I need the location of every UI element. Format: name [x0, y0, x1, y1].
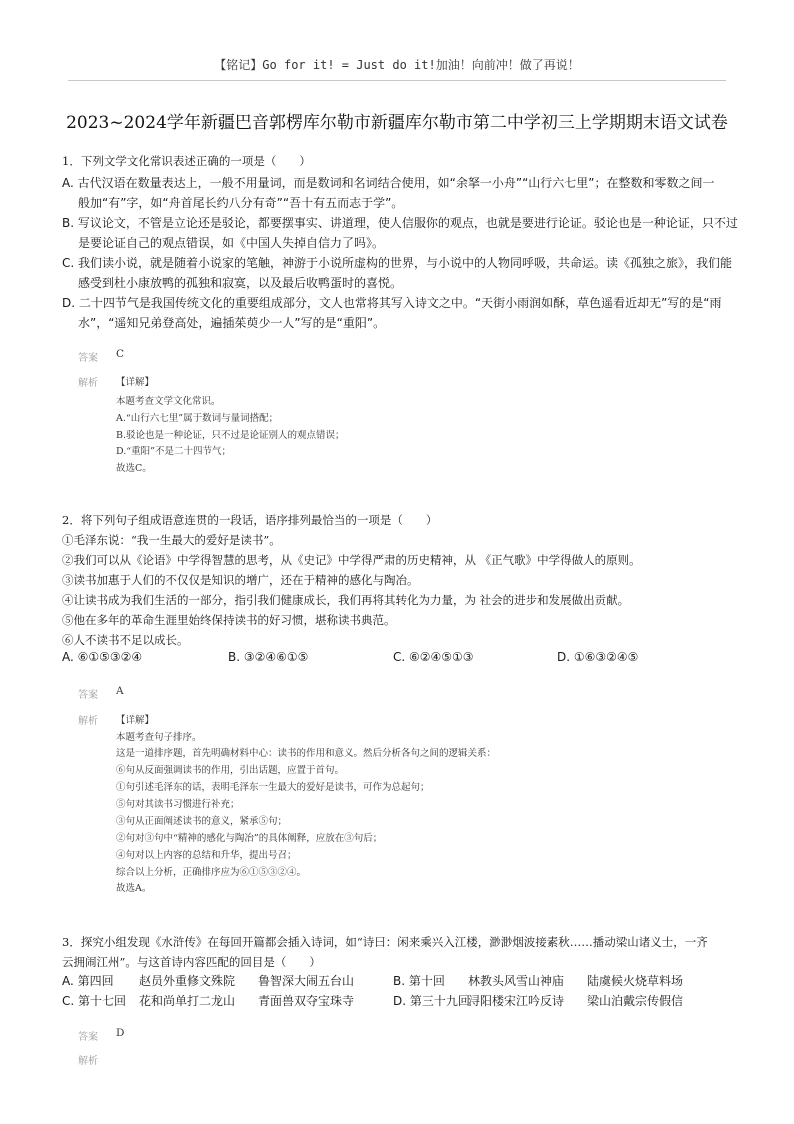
- q2-option-c: C. ⑥②④⑤①③: [393, 650, 474, 664]
- q2-answer: A: [116, 685, 124, 697]
- q1-option-d-line2: 水”，“遥知兄弟登高处，遍插茱萸少一人”写的是“重阳”。: [78, 316, 386, 330]
- q1-explain-line: 【详解】: [116, 377, 155, 388]
- q1-explain-line: A.“山行六七里”属于数词与量词搭配；: [116, 413, 279, 424]
- q3-option-b-label: B. 第十回: [393, 974, 445, 988]
- q2-stem: 2．将下列句子组成语意连贯的一段话，语序排列最恰当的一项是（ ）: [62, 513, 438, 527]
- q1-option-a-line1: A. 古代汉语在数量表达上，一般不用量词，而是数词和名词结合使用，如“余拏一小舟”“山行六七里”；在整数和零数之间一: [62, 176, 715, 190]
- q2-explain-line: ⑥句从反面强调读书的作用，引出话题，应置于首句。: [116, 765, 345, 776]
- q1-option-b-line2: 是要论证自己的观点错误，如《中国人失掉自信力了吗》。: [78, 236, 385, 250]
- q3-option-c-line2: 青面兽双夺宝珠寺: [258, 994, 355, 1008]
- q3-answer-label: 答案: [78, 1032, 98, 1043]
- q1-option-c-line2: 感受到杜小康放鸭的孤独和寂寞，以及最后收鸭蛋时的喜悦。: [78, 276, 403, 290]
- q3-option-d-label: D. 第三十九回: [393, 994, 470, 1008]
- q1-option-c: [62, 253, 742, 293]
- q3-answer: D: [116, 1027, 125, 1039]
- q2-explain-label: 解析: [78, 716, 98, 727]
- q3-option-a-line2: 鲁智深大闹五台山: [258, 974, 355, 988]
- q3-stem-line2: 云拥闹江州”。与这首诗内容匹配的回目是（ ）: [62, 955, 321, 969]
- q2-explain-line: 综合以上分析，正确排序应为⑥①⑤③②④。: [116, 867, 307, 878]
- q3-option-b-line1: 林教头风雪山神庙: [468, 974, 565, 988]
- q2-option-d: D. ①⑥③②④⑤: [557, 650, 639, 664]
- q2-sentence: ③读书加惠于人们的不仅仅是知识的增广，还在于精神的感化与陶冶。: [62, 573, 419, 587]
- header-divider: [68, 80, 726, 81]
- q1-explain-line: B.驳论也是一种论证，只不过是论证别人的观点错误；: [116, 430, 345, 441]
- q2-sentence: ②我们可以从《论语》中学得智慧的思考，从《史记》中学得严肃的历史精神，从 《正气歌》中学得做人的原则。: [62, 553, 641, 567]
- q1-option-a-line2: 般加“有”字，如“舟首尾长约八分有奇”“吾十有五而志于学”。: [78, 196, 404, 210]
- q2-explain-line: 故选A。: [116, 883, 152, 894]
- q3-option-c-line1: 花和尚单打二龙山: [139, 994, 236, 1008]
- q2-explain-line: 本题考查句子排序。: [116, 732, 202, 743]
- q2-sentence: ⑥人不读书不足以成长。: [62, 633, 189, 647]
- q3-option-a-line1: 赵员外重修文殊院: [139, 974, 236, 988]
- q1-option-d-line1: D. 二十四节气是我国传统文化的重要组成部分，文人也常将其写入诗文之中。“天街小雨润如酥，草色遥看近却无”写的是“雨: [62, 296, 722, 310]
- q2-explain-line: 【详解】: [116, 715, 155, 726]
- q3-explain-label: 解析: [78, 1056, 98, 1067]
- q3-option-c-label: C. 第十七回: [62, 994, 127, 1008]
- q3-stem-line1: 3．探究小组发现《水浒传》在每回开篇都会插入诗词，如“诗曰：闲来乘兴入江楼，渺渺烟波接素秋……播动梁山诸义士，一齐: [62, 935, 708, 949]
- q3-stem: [62, 932, 742, 972]
- q2-option-a: A. ⑥①⑤③②④: [62, 650, 143, 664]
- q2-sentence: ④让读书成为我们生活的一部分，指引我们健康成长，我们再将其转化为力量，为 社会的进步和发展做出贡献。: [62, 593, 630, 607]
- q3-option-d-line1: 浔阳楼宋江吟反诗: [468, 994, 565, 1008]
- q2-answer-label: 答案: [78, 690, 98, 701]
- page-title: 2023~2024学年新疆巴音郭楞库尔勒市新疆库尔勒市第二中学初三上学期期末语文试卷: [66, 113, 728, 133]
- q1-answer-label: 答案: [78, 353, 98, 364]
- q1-explain-line: D.“重阳”不是二十四节气；: [116, 446, 232, 457]
- q2-explain-line: 这是一道排序题，首先明确材料中心：读书的作用和意义。然后分析各句之间的逻辑关系：: [116, 748, 497, 759]
- q2-explain-line: ④句对以上内容的总结和升华，提出号召；: [116, 850, 297, 861]
- q1-option-b: [62, 213, 742, 253]
- header-motto: 【铭记】Go for it! = Just do it!加油！向前冲！做了再说！: [214, 58, 580, 72]
- q1-option-a: [62, 173, 742, 213]
- q3-option-d-line2: 梁山泊戴宗传假信: [587, 994, 684, 1008]
- q3-options-row1: [62, 972, 742, 992]
- q2-option-b: B. ③②④⑥①⑤: [228, 650, 309, 664]
- q3-option-b-line2: 陆虞候火烧草料场: [587, 974, 684, 988]
- q1-option-d: [62, 293, 742, 333]
- q1-explain-line: 本题考查文学文化常识。: [116, 396, 221, 407]
- q1-stem: 1．下列文学文化常识表述正确的一项是（ ）: [62, 154, 311, 168]
- q2-sentence: ①毛泽东说：“我一生最大的爱好是读书”。: [62, 533, 281, 547]
- q1-explain-label: 解析: [78, 378, 98, 389]
- q1-option-c-line1: C. 我们读小说，就是随着小说家的笔触，神游于小说所虚构的世界，与小说中的人物同呼吸，共命运。读《孤独之旅》，我们能: [62, 256, 733, 270]
- q2-options: [62, 650, 742, 670]
- q2-explain-line: ⑤句对其读书习惯进行补充；: [116, 799, 240, 810]
- q2-explain-line: ①句引述毛泽东的话，表明毛泽东一生最大的爱好是读书，可作为总起句；: [116, 782, 430, 793]
- q3-options-row2: [62, 992, 742, 1012]
- q1-explain-line: 故选C。: [116, 463, 152, 474]
- q2-explain-line: ②句对③句中“精神的感化与陶冶”的具体阐释，应放在③句后；: [116, 833, 383, 844]
- q3-option-a-label: A. 第四回: [62, 974, 114, 988]
- q1-option-b-line1: B. 写议论文，不管是立论还是驳论，都要摆事实、讲道理，使人信服你的观点，也就是要进行论证。驳论也是一种论证，只不过: [62, 216, 738, 230]
- q1-answer: C: [116, 348, 125, 360]
- q2-explain-line: ③句从正面阐述读书的意义，紧承⑤句；: [116, 816, 288, 827]
- q2-sentence: ⑤他在多年的革命生涯里始终保持读书的好习惯，堪称读书典范。: [62, 613, 396, 627]
